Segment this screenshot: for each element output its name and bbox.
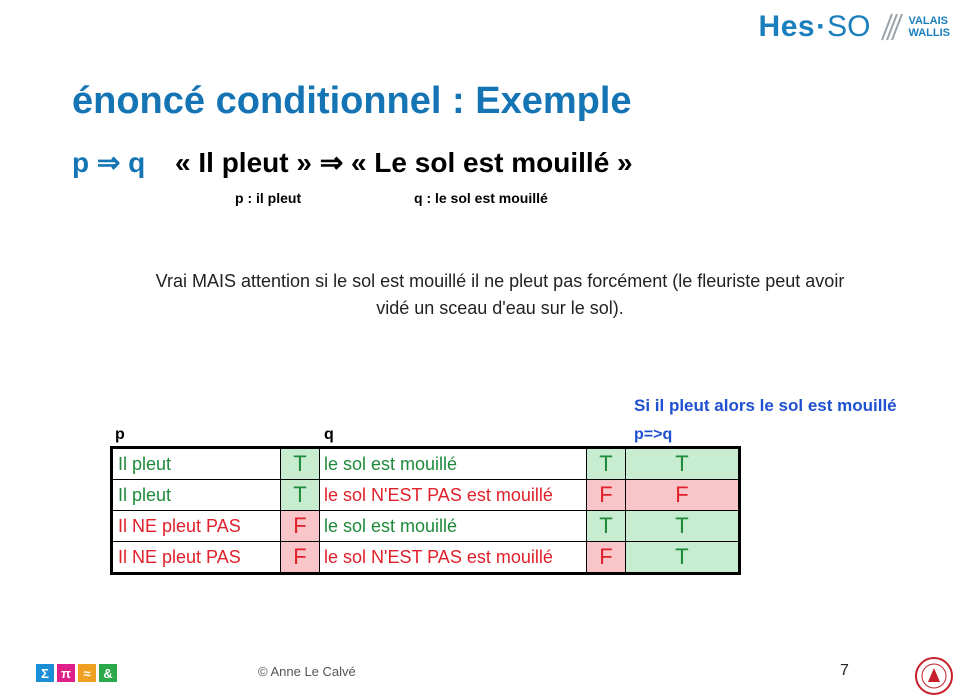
table-row (112, 480, 740, 511)
logo-region (908, 15, 950, 39)
hes-so-logo (759, 10, 950, 44)
formula (72, 146, 633, 179)
result-cell: T (626, 511, 740, 542)
logo-region-line1: VALAIS (908, 15, 948, 27)
p-text-cell: Il NE pleut PAS (112, 542, 281, 574)
p-value-cell: T (281, 448, 320, 480)
slide-title: énoncé conditionnel : Exemple (72, 80, 632, 122)
logo-slashes-icon (874, 12, 904, 42)
table-heading: Si il pleut alors le sol est mouillé (634, 396, 897, 415)
q-value-cell: F (587, 480, 626, 511)
p-text-cell: Il pleut (112, 480, 281, 511)
logo-region-line2: WALLIS (908, 27, 950, 39)
formula-example: « Il pleut » ⇒ « Le sol est mouillé » (175, 147, 633, 178)
q-text-cell: le sol N'EST PAS est mouillé (320, 480, 587, 511)
copyright: © Anne Le Calvé (258, 664, 356, 679)
q-value-cell: T (587, 511, 626, 542)
page-number: 7 (840, 662, 849, 679)
pi-icon: π (57, 664, 75, 682)
logo-so-text: SO (827, 10, 871, 43)
approx-icon: ≈ (78, 664, 96, 682)
footer-icons (36, 664, 117, 682)
legend-p: p : il pleut (235, 190, 302, 206)
p-text-cell: Il NE pleut PAS (112, 511, 281, 542)
sigma-icon: Σ (36, 664, 54, 682)
explanation-paragraph: Vrai MAIS attention si le sol est mouillé il ne pleut pas forcément (le fleuriste peut avoir vidé un sceau d'eau sur le sol). (155, 271, 845, 318)
table-row (112, 542, 740, 574)
ampersand-icon: & (99, 664, 117, 682)
legend-q: q : le sol est mouillé (414, 190, 548, 206)
column-label-q: q (324, 426, 334, 443)
result-cell: T (626, 542, 740, 574)
q-text-cell: le sol est mouillé (320, 511, 587, 542)
school-seal-icon (914, 656, 954, 696)
formula-pq: p ⇒ q (72, 147, 146, 178)
result-cell: T (626, 448, 740, 480)
column-label-p: p (115, 426, 125, 443)
logo-hes-text: Hes (758, 10, 816, 43)
result-cell: F (626, 480, 740, 511)
q-value-cell: T (587, 448, 626, 480)
truth-table (110, 446, 741, 575)
p-value-cell: F (281, 542, 320, 574)
p-text-cell: Il pleut (112, 448, 281, 480)
table-row (112, 448, 740, 480)
q-text-cell: le sol N'EST PAS est mouillé (320, 542, 587, 574)
p-value-cell: F (281, 511, 320, 542)
column-label-pq: p=>q (634, 426, 673, 443)
q-text-cell: le sol est mouillé (320, 448, 587, 480)
logo-dot: · (816, 10, 827, 43)
table-row (112, 511, 740, 542)
q-value-cell: F (587, 542, 626, 574)
p-value-cell: T (281, 480, 320, 511)
